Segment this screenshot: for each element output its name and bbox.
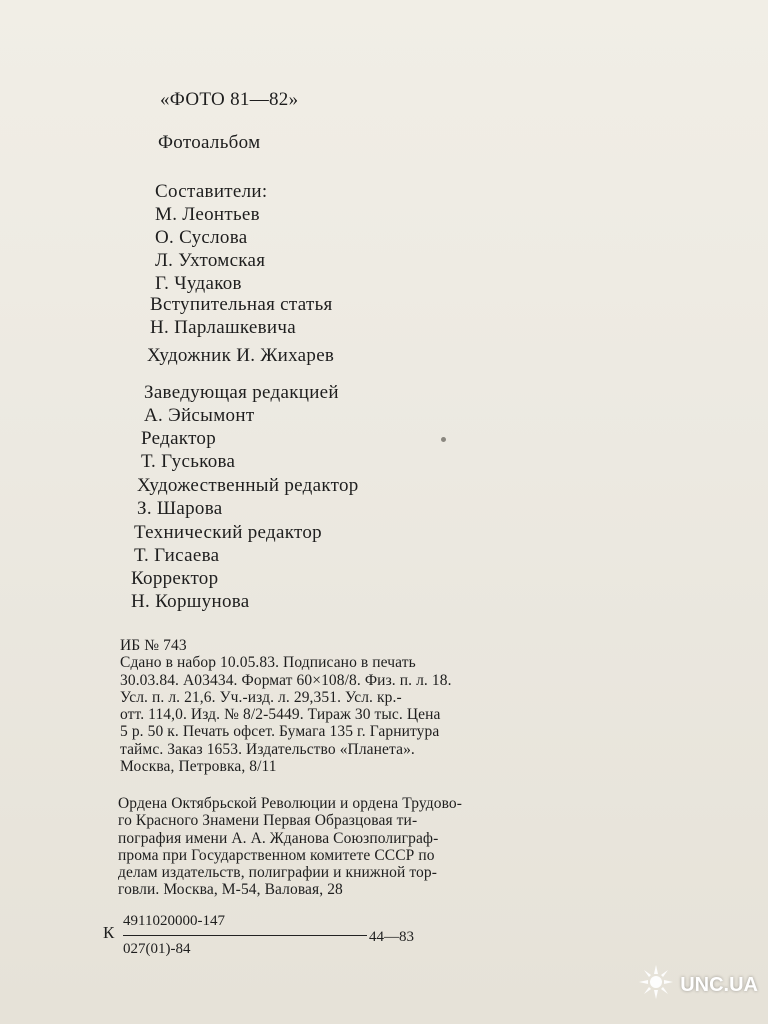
staff-name: А. Эйсымонт <box>144 405 255 426</box>
staff-role: Художественный редактор <box>137 475 359 496</box>
compiler-name: М. Леонтьев <box>155 204 260 225</box>
imprint-line: Сдано в набор 10.05.83. Подписано в печать <box>120 654 416 672</box>
printer-line: прома при Государственном комитете СССР по <box>118 846 435 864</box>
intro-heading: Вступительная статья <box>150 294 333 315</box>
staff-name: Т. Гисаева <box>134 545 220 566</box>
sun-icon <box>638 964 674 1006</box>
imprint-line: Усл. п. л. 21,6. Уч.-изд. л. 29,351. Усл. кр.- <box>120 688 402 706</box>
catalog-prefix: К <box>103 923 115 942</box>
imprint-line: отт. 114,0. Изд. № 8/2-5449. Тираж 30 тыс. Цена <box>120 706 441 724</box>
compilers-block <box>155 180 267 295</box>
staff-name: Н. Коршунова <box>131 591 250 612</box>
staff-role: Редактор <box>141 428 217 449</box>
watermark-text: UNC.UA <box>680 973 758 996</box>
catalog-numerator: 4911020000-147 <box>123 913 225 929</box>
printer-line: делам издательств, полиграфии и книжной тор- <box>118 864 437 882</box>
staff-role: Корректор <box>131 568 219 589</box>
staff-name: З. Шарова <box>137 498 223 519</box>
staff-block-3 <box>137 474 359 520</box>
compilers-heading: Составители: <box>155 181 268 202</box>
catalog-fraction-line <box>123 935 367 936</box>
catalog-right-code: 44—83 <box>369 929 414 945</box>
catalog-denominator: 027(01)-84 <box>123 941 191 957</box>
compiler-name: Г. Чудаков <box>155 273 242 294</box>
watermark <box>638 964 758 1006</box>
printer-line: говли. Москва, М-54, Валовая, 28 <box>118 881 343 899</box>
intro-block <box>150 293 333 339</box>
artist-credit: Художник И. Жихарев <box>147 345 335 366</box>
staff-name: Т. Гуськова <box>141 451 236 472</box>
paper-speck <box>441 437 446 442</box>
staff-block-5 <box>131 567 250 613</box>
staff-role: Технический редактор <box>134 522 322 543</box>
printer-block <box>118 795 462 899</box>
book-subtitle: Фотоальбом <box>158 132 261 153</box>
staff-block-2 <box>141 427 235 473</box>
staff-block-4 <box>134 521 322 567</box>
printer-line: го Красного Знамени Первая Образцовая ти- <box>118 812 418 830</box>
imprint-line: 30.03.84. А03434. Формат 60×108/8. Физ. п. л. 18. <box>120 671 452 689</box>
book-title: «ФОТО 81—82» <box>160 89 299 110</box>
imprint-line: таймс. Заказ 1653. Издательство «Планета». <box>120 740 415 758</box>
imprint-block <box>120 637 452 775</box>
printer-line: Ордена Октябрьской Революции и ордена Трудово- <box>118 795 462 812</box>
intro-author: Н. Парлашкевича <box>150 317 296 338</box>
imprint-line: ИБ № 743 <box>120 637 187 654</box>
staff-role: Заведующая редакцией <box>144 382 339 403</box>
imprint-line: Москва, Петровка, 8/11 <box>120 758 277 776</box>
compiler-name: Л. Ухтомская <box>155 250 266 271</box>
imprint-line: 5 р. 50 к. Печать офсет. Бумага 135 г. Гарнитура <box>120 723 440 741</box>
staff-block-1 <box>144 381 339 427</box>
printer-line: пография имени А. А. Жданова Союзполиграф- <box>118 829 439 847</box>
compiler-name: О. Суслова <box>155 227 248 248</box>
